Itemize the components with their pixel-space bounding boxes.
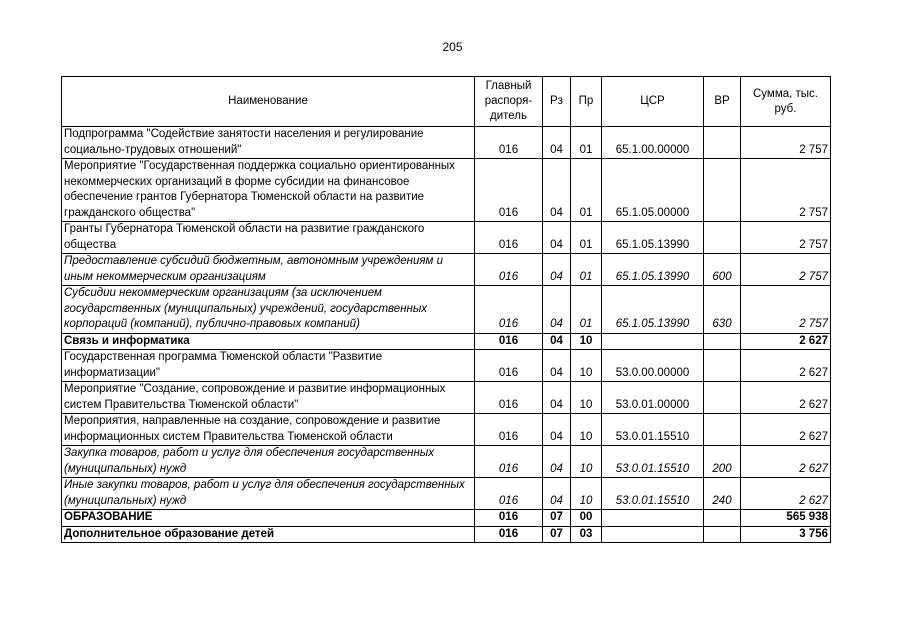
cell-sum: 2 757 xyxy=(741,127,831,159)
cell-vr xyxy=(704,127,741,159)
table-body xyxy=(62,127,831,543)
cell-manager: 016 xyxy=(475,526,543,543)
cell-pr: 10 xyxy=(571,446,602,478)
cell-pr: 03 xyxy=(571,526,602,543)
cell-pr: 10 xyxy=(571,333,602,350)
table-row xyxy=(62,526,831,543)
cell-name: Подпрограмма "Содействие занятости населения и регулирование социально-трудовых отношений" xyxy=(62,127,475,159)
cell-vr xyxy=(704,414,741,446)
cell-csr: 53.0.01.15510 xyxy=(602,478,704,510)
cell-csr xyxy=(602,510,704,527)
cell-pr: 01 xyxy=(571,159,602,222)
cell-sum: 2 627 xyxy=(741,333,831,350)
cell-csr: 53.0.00.00000 xyxy=(602,350,704,382)
table-row xyxy=(62,286,831,334)
cell-manager: 016 xyxy=(475,222,543,254)
header-manager: Главный распоря-дитель xyxy=(475,77,543,127)
cell-manager: 016 xyxy=(475,414,543,446)
table-row xyxy=(62,350,831,382)
cell-name: Закупка товаров, работ и услуг для обеспечения государственных (муниципальных) нужд xyxy=(62,446,475,478)
table-row xyxy=(62,414,831,446)
cell-manager: 016 xyxy=(475,478,543,510)
cell-vr xyxy=(704,510,741,527)
header-pr: Пр xyxy=(571,77,602,127)
header-name: Наименование xyxy=(62,77,475,127)
cell-manager: 016 xyxy=(475,254,543,286)
cell-sum: 2 757 xyxy=(741,222,831,254)
cell-pr: 10 xyxy=(571,478,602,510)
header-rz: Рз xyxy=(543,77,571,127)
cell-sum: 2 757 xyxy=(741,159,831,222)
cell-name: Дополнительное образование детей xyxy=(62,526,475,543)
cell-manager: 016 xyxy=(475,350,543,382)
cell-rz: 04 xyxy=(543,333,571,350)
cell-name: ОБРАЗОВАНИЕ xyxy=(62,510,475,527)
table-row xyxy=(62,159,831,222)
cell-vr xyxy=(704,333,741,350)
cell-pr: 00 xyxy=(571,510,602,527)
cell-pr: 01 xyxy=(571,254,602,286)
cell-vr: 240 xyxy=(704,478,741,510)
cell-vr: 200 xyxy=(704,446,741,478)
cell-vr xyxy=(704,350,741,382)
cell-pr: 01 xyxy=(571,286,602,334)
cell-rz: 04 xyxy=(543,286,571,334)
cell-vr xyxy=(704,382,741,414)
cell-vr xyxy=(704,526,741,543)
cell-csr: 65.1.05.00000 xyxy=(602,159,704,222)
cell-name: Государственная программа Тюменской области "Развитие информатизации" xyxy=(62,350,475,382)
table-row xyxy=(62,382,831,414)
cell-csr: 53.0.01.15510 xyxy=(602,446,704,478)
cell-vr: 600 xyxy=(704,254,741,286)
cell-csr: 65.1.00.00000 xyxy=(602,127,704,159)
cell-name: Гранты Губернатора Тюменской области на развитие гражданского общества xyxy=(62,222,475,254)
cell-rz: 04 xyxy=(543,478,571,510)
header-sum: Сумма, тыс. руб. xyxy=(741,77,831,127)
cell-vr xyxy=(704,159,741,222)
cell-sum: 2 627 xyxy=(741,414,831,446)
cell-vr: 630 xyxy=(704,286,741,334)
cell-rz: 04 xyxy=(543,446,571,478)
budget-table xyxy=(61,76,831,543)
cell-name: Мероприятие "Государственная поддержка социально ориентированных некоммерческих организаций в форме субсидии на финансовое обеспечение грантов Губернатора Тюменской области на развитие гражданского общества" xyxy=(62,159,475,222)
table-row xyxy=(62,127,831,159)
cell-rz: 04 xyxy=(543,382,571,414)
cell-manager: 016 xyxy=(475,510,543,527)
cell-pr: 10 xyxy=(571,382,602,414)
cell-manager: 016 xyxy=(475,159,543,222)
cell-csr: 65.1.05.13990 xyxy=(602,254,704,286)
cell-sum: 2 627 xyxy=(741,478,831,510)
cell-name: Мероприятия, направленные на создание, сопровождение и развитие информационных систем Правительства Тюменской области xyxy=(62,414,475,446)
cell-sum: 2 627 xyxy=(741,350,831,382)
cell-rz: 04 xyxy=(543,159,571,222)
cell-manager: 016 xyxy=(475,446,543,478)
table-header-row xyxy=(62,77,831,127)
cell-sum: 2 757 xyxy=(741,286,831,334)
page-number: 205 xyxy=(442,40,463,54)
cell-name: Субсидии некоммерческим организациям (за исключением государственных (муниципальных) учреждений, государственных корпораций (компаний), публично-правовых компаний) xyxy=(62,286,475,334)
cell-name: Предоставление субсидий бюджетным, автономным учреждениям и иным некоммерческим организациям xyxy=(62,254,475,286)
header-vr: ВР xyxy=(704,77,741,127)
cell-sum: 2 627 xyxy=(741,382,831,414)
table-row xyxy=(62,333,831,350)
table-row xyxy=(62,222,831,254)
cell-name: Мероприятие "Создание, сопровождение и развитие информационных систем Правительства Тюменской области" xyxy=(62,382,475,414)
cell-manager: 016 xyxy=(475,127,543,159)
cell-rz: 07 xyxy=(543,526,571,543)
cell-csr: 53.0.01.15510 xyxy=(602,414,704,446)
cell-csr xyxy=(602,333,704,350)
cell-sum: 565 938 xyxy=(741,510,831,527)
table-row xyxy=(62,446,831,478)
cell-sum: 2 627 xyxy=(741,446,831,478)
cell-manager: 016 xyxy=(475,286,543,334)
cell-rz: 04 xyxy=(543,254,571,286)
cell-pr: 01 xyxy=(571,222,602,254)
table-row xyxy=(62,254,831,286)
cell-pr: 10 xyxy=(571,414,602,446)
cell-rz: 04 xyxy=(543,414,571,446)
cell-csr: 53.0.01.00000 xyxy=(602,382,704,414)
cell-manager: 016 xyxy=(475,382,543,414)
cell-rz: 04 xyxy=(543,222,571,254)
cell-rz: 07 xyxy=(543,510,571,527)
cell-csr: 65.1.05.13990 xyxy=(602,286,704,334)
cell-name: Связь и информатика xyxy=(62,333,475,350)
cell-name: Иные закупки товаров, работ и услуг для обеспечения государственных (муниципальных) нужд xyxy=(62,478,475,510)
cell-pr: 01 xyxy=(571,127,602,159)
table-row xyxy=(62,478,831,510)
cell-rz: 04 xyxy=(543,127,571,159)
cell-sum: 2 757 xyxy=(741,254,831,286)
cell-rz: 04 xyxy=(543,350,571,382)
cell-csr xyxy=(602,526,704,543)
cell-pr: 10 xyxy=(571,350,602,382)
cell-csr: 65.1.05.13990 xyxy=(602,222,704,254)
cell-sum: 3 756 xyxy=(741,526,831,543)
table-row xyxy=(62,510,831,527)
cell-manager: 016 xyxy=(475,333,543,350)
header-csr: ЦСР xyxy=(602,77,704,127)
cell-vr xyxy=(704,222,741,254)
